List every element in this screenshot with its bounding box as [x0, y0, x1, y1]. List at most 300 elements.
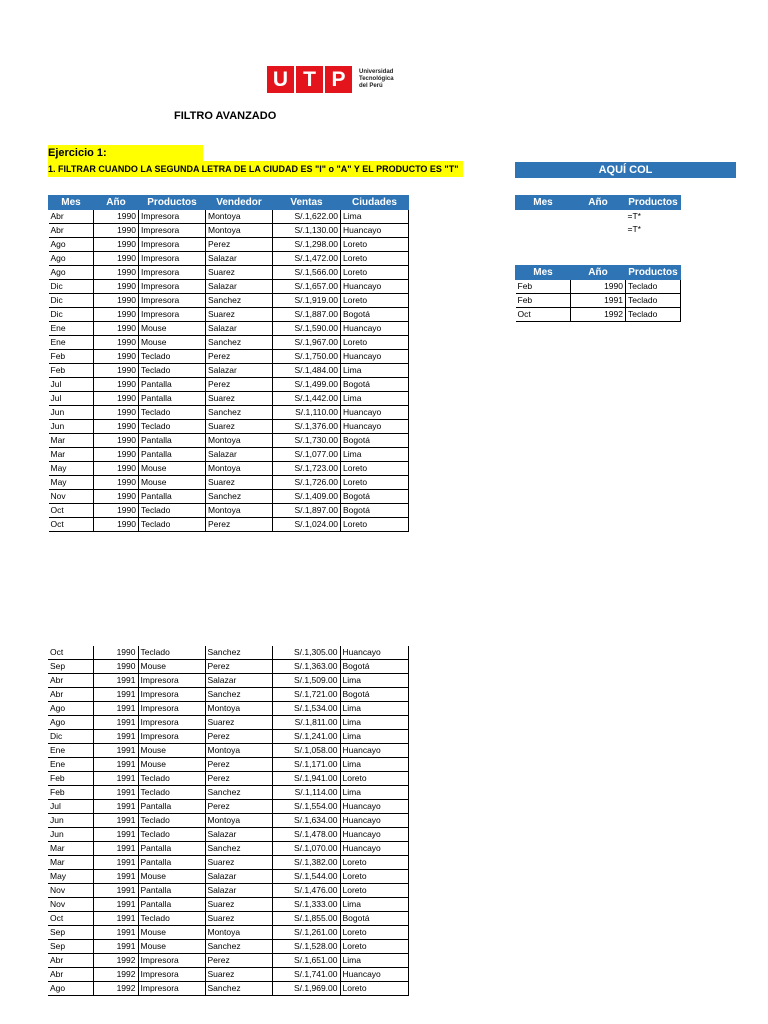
table-cell[interactable]: Bogotá: [341, 308, 409, 322]
table-cell[interactable]: 1990: [94, 476, 139, 490]
table-cell[interactable]: 1991: [93, 926, 138, 940]
table-cell[interactable]: Montoya: [205, 814, 272, 828]
table-cell[interactable]: Feb: [48, 786, 93, 800]
table-cell[interactable]: S/.1,110.00: [273, 406, 341, 420]
table-cell[interactable]: 1992: [93, 982, 138, 996]
table-cell[interactable]: Impresora: [139, 294, 206, 308]
table-cell[interactable]: Salazar: [205, 674, 272, 688]
table-cell[interactable]: S/.1,298.00: [273, 238, 341, 252]
table-cell[interactable]: Nov: [48, 884, 93, 898]
table-cell[interactable]: Pantalla: [139, 448, 206, 462]
table-cell[interactable]: Salazar: [206, 252, 273, 266]
table-cell[interactable]: Perez: [205, 758, 272, 772]
table-cell[interactable]: Loreto: [340, 982, 408, 996]
table-cell[interactable]: Abr: [48, 968, 93, 982]
table-cell[interactable]: S/.1,305.00: [272, 646, 340, 660]
table-cell[interactable]: 1991: [93, 828, 138, 842]
table-cell[interactable]: 1991: [93, 674, 138, 688]
table-cell[interactable]: Jun: [48, 814, 93, 828]
table-cell[interactable]: S/.1,528.00: [272, 940, 340, 954]
table-cell[interactable]: Huancayo: [340, 800, 408, 814]
table-cell[interactable]: Loreto: [340, 940, 408, 954]
table-cell[interactable]: 1991: [93, 786, 138, 800]
column-header[interactable]: Mes: [516, 196, 571, 210]
table-cell[interactable]: Suarez: [206, 266, 273, 280]
table-cell[interactable]: 1991: [93, 758, 138, 772]
table-cell[interactable]: Mar: [48, 856, 93, 870]
table-cell[interactable]: S/.1,442.00: [273, 392, 341, 406]
table-cell[interactable]: Montoya: [206, 504, 273, 518]
column-header[interactable]: Año: [571, 196, 626, 210]
table-cell[interactable]: 1990: [94, 434, 139, 448]
table-cell[interactable]: Bogotá: [340, 660, 408, 674]
table-cell[interactable]: Teclado: [139, 504, 206, 518]
table-cell[interactable]: Suarez: [205, 968, 272, 982]
table-cell[interactable]: Feb: [48, 772, 93, 786]
table-cell[interactable]: 1990: [94, 392, 139, 406]
table-cell[interactable]: Dic: [49, 308, 94, 322]
table-cell[interactable]: S/.1,741.00: [272, 968, 340, 982]
table-cell[interactable]: Jul: [49, 392, 94, 406]
table-cell[interactable]: Perez: [205, 730, 272, 744]
table-cell[interactable]: Sanchez: [205, 688, 272, 702]
table-cell[interactable]: Teclado: [139, 350, 206, 364]
table-cell[interactable]: S/.1,261.00: [272, 926, 340, 940]
table-cell[interactable]: Huancayo: [341, 322, 409, 336]
table-cell[interactable]: 1990: [94, 322, 139, 336]
table-cell[interactable]: Pantalla: [139, 434, 206, 448]
table-cell[interactable]: Impresora: [139, 210, 206, 224]
table-cell[interactable]: 1990: [571, 280, 626, 294]
table-cell[interactable]: Jun: [48, 828, 93, 842]
table-cell[interactable]: Teclado: [138, 646, 205, 660]
table-cell[interactable]: [571, 210, 626, 224]
table-cell[interactable]: S/.1,634.00: [272, 814, 340, 828]
table-cell[interactable]: Impresora: [138, 716, 205, 730]
table-cell[interactable]: 1991: [93, 688, 138, 702]
table-cell[interactable]: Pantalla: [139, 378, 206, 392]
table-cell[interactable]: 1991: [93, 940, 138, 954]
table-cell[interactable]: Pantalla: [139, 392, 206, 406]
table-cell[interactable]: Mouse: [138, 758, 205, 772]
table-cell[interactable]: Perez: [206, 378, 273, 392]
table-cell[interactable]: [571, 223, 626, 236]
table-cell[interactable]: 1991: [93, 856, 138, 870]
table-cell[interactable]: Ago: [48, 702, 93, 716]
column-header[interactable]: Mes: [516, 266, 571, 280]
table-cell[interactable]: 1990: [94, 350, 139, 364]
table-cell[interactable]: Ago: [48, 982, 93, 996]
table-cell[interactable]: S/.1,363.00: [272, 660, 340, 674]
table-cell[interactable]: Huancayo: [340, 646, 408, 660]
table-cell[interactable]: Teclado: [138, 828, 205, 842]
table-cell[interactable]: S/.1,590.00: [273, 322, 341, 336]
table-cell[interactable]: Lima: [340, 674, 408, 688]
table-cell[interactable]: Huancayo: [340, 814, 408, 828]
table-cell[interactable]: Ene: [49, 336, 94, 350]
table-cell[interactable]: 1992: [93, 954, 138, 968]
table-cell[interactable]: Mar: [48, 842, 93, 856]
table-cell[interactable]: S/.1,171.00: [272, 758, 340, 772]
table-cell[interactable]: S/.1,967.00: [273, 336, 341, 350]
table-cell[interactable]: May: [49, 462, 94, 476]
column-header[interactable]: Ventas: [273, 196, 341, 210]
table-cell[interactable]: Jul: [49, 378, 94, 392]
table-cell[interactable]: Oct: [49, 518, 94, 532]
table-cell[interactable]: Mar: [49, 448, 94, 462]
table-cell[interactable]: S/.1,941.00: [272, 772, 340, 786]
table-cell[interactable]: Huancayo: [340, 744, 408, 758]
table-cell[interactable]: S/.1,897.00: [273, 504, 341, 518]
table-cell[interactable]: Mouse: [138, 940, 205, 954]
table-cell[interactable]: Montoya: [205, 702, 272, 716]
table-cell[interactable]: Suarez: [205, 856, 272, 870]
table-cell[interactable]: S/.1,969.00: [272, 982, 340, 996]
table-cell[interactable]: Lima: [341, 364, 409, 378]
column-header[interactable]: Ciudades: [341, 196, 409, 210]
column-header[interactable]: Vendedor: [206, 196, 273, 210]
table-cell[interactable]: S/.1,058.00: [272, 744, 340, 758]
table-cell[interactable]: 1992: [93, 968, 138, 982]
table-cell[interactable]: =T*: [627, 211, 641, 221]
table-cell[interactable]: Huancayo: [341, 280, 409, 294]
table-cell[interactable]: Salazar: [206, 364, 273, 378]
table-cell[interactable]: Suarez: [206, 420, 273, 434]
table-cell[interactable]: S/.1,721.00: [272, 688, 340, 702]
table-cell[interactable]: Mouse: [139, 476, 206, 490]
table-cell[interactable]: Suarez: [205, 716, 272, 730]
table-cell[interactable]: Sep: [48, 926, 93, 940]
table-cell[interactable]: S/.1,534.00: [272, 702, 340, 716]
table-cell[interactable]: Mouse: [138, 744, 205, 758]
table-cell[interactable]: Loreto: [341, 266, 409, 280]
table-cell[interactable]: 1990: [94, 238, 139, 252]
table-cell[interactable]: Loreto: [341, 518, 409, 532]
table-cell[interactable]: Teclado: [138, 786, 205, 800]
table-cell[interactable]: 1990: [94, 280, 139, 294]
table-cell[interactable]: Huancayo: [340, 842, 408, 856]
table-cell[interactable]: Suarez: [206, 308, 273, 322]
table-cell[interactable]: Huancayo: [341, 406, 409, 420]
table-cell[interactable]: 1990: [93, 660, 138, 674]
table-cell[interactable]: 1990: [94, 490, 139, 504]
table-cell[interactable]: Lima: [340, 730, 408, 744]
table-cell[interactable]: 1990: [94, 294, 139, 308]
table-cell[interactable]: Loreto: [341, 462, 409, 476]
table-cell[interactable]: Ago: [49, 238, 94, 252]
table-cell[interactable]: Mouse: [138, 660, 205, 674]
table-cell[interactable]: Sanchez: [205, 646, 272, 660]
table-cell[interactable]: 1991: [93, 744, 138, 758]
table-cell[interactable]: S/.1,811.00: [272, 716, 340, 730]
table-cell[interactable]: Montoya: [206, 224, 273, 238]
table-cell[interactable]: Feb: [49, 350, 94, 364]
table-cell[interactable]: Pantalla: [138, 856, 205, 870]
table-cell[interactable]: S/.1,114.00: [272, 786, 340, 800]
table-cell[interactable]: Loreto: [341, 294, 409, 308]
table-cell[interactable]: Feb: [49, 364, 94, 378]
table-cell[interactable]: Lima: [340, 954, 408, 968]
table-cell[interactable]: S/.1,855.00: [272, 912, 340, 926]
column-header[interactable]: Productos: [626, 266, 681, 280]
table-cell[interactable]: 1990: [94, 364, 139, 378]
table-cell[interactable]: Impresora: [139, 238, 206, 252]
table-cell[interactable]: Impresora: [139, 280, 206, 294]
table-cell[interactable]: [516, 210, 571, 224]
table-cell[interactable]: 1991: [93, 814, 138, 828]
table-cell[interactable]: 1990: [94, 252, 139, 266]
column-header[interactable]: Año: [571, 266, 626, 280]
table-cell[interactable]: Ago: [48, 716, 93, 730]
table-cell[interactable]: S/.1,376.00: [273, 420, 341, 434]
table-cell[interactable]: S/.1,478.00: [272, 828, 340, 842]
column-header[interactable]: Mes: [49, 196, 94, 210]
table-cell[interactable]: S/.1,077.00: [273, 448, 341, 462]
table-cell[interactable]: Perez: [205, 800, 272, 814]
table-cell[interactable]: S/.1,382.00: [272, 856, 340, 870]
table-cell[interactable]: 1990: [94, 266, 139, 280]
table-cell[interactable]: Bogotá: [340, 688, 408, 702]
table-cell[interactable]: Loreto: [340, 884, 408, 898]
table-cell[interactable]: Salazar: [206, 280, 273, 294]
table-cell[interactable]: Huancayo: [341, 350, 409, 364]
table-cell[interactable]: Perez: [206, 518, 273, 532]
table-cell[interactable]: Abr: [49, 224, 94, 238]
table-cell[interactable]: 1991: [93, 884, 138, 898]
table-cell[interactable]: Huancayo: [340, 968, 408, 982]
table-cell[interactable]: Ago: [49, 252, 94, 266]
table-cell[interactable]: Impresora: [138, 674, 205, 688]
table-cell[interactable]: Bogotá: [341, 434, 409, 448]
table-cell[interactable]: Teclado: [626, 308, 681, 322]
table-cell[interactable]: 1991: [93, 702, 138, 716]
table-cell[interactable]: Sanchez: [206, 406, 273, 420]
table-cell[interactable]: 1991: [571, 294, 626, 308]
table-cell[interactable]: Lima: [340, 786, 408, 800]
table-cell[interactable]: Bogotá: [341, 490, 409, 504]
table-cell[interactable]: Oct: [48, 646, 93, 660]
table-cell[interactable]: Impresora: [138, 688, 205, 702]
table-cell[interactable]: Pantalla: [139, 490, 206, 504]
table-cell[interactable]: Lima: [341, 210, 409, 224]
table-cell[interactable]: Oct: [48, 912, 93, 926]
table-cell[interactable]: Pantalla: [138, 898, 205, 912]
table-cell[interactable]: 1990: [94, 448, 139, 462]
table-cell[interactable]: Abr: [48, 954, 93, 968]
table-cell[interactable]: Mouse: [139, 336, 206, 350]
table-cell[interactable]: Loreto: [340, 926, 408, 940]
table-cell[interactable]: Salazar: [206, 322, 273, 336]
table-cell[interactable]: S/.1,750.00: [273, 350, 341, 364]
table-cell[interactable]: Sep: [48, 660, 93, 674]
table-cell[interactable]: Salazar: [205, 828, 272, 842]
table-cell[interactable]: Teclado: [139, 364, 206, 378]
table-cell[interactable]: Suarez: [206, 476, 273, 490]
table-cell[interactable]: Pantalla: [138, 884, 205, 898]
table-cell[interactable]: S/.1,730.00: [273, 434, 341, 448]
table-cell[interactable]: S/.1,070.00: [272, 842, 340, 856]
table-cell[interactable]: Loreto: [340, 856, 408, 870]
table-cell[interactable]: Jun: [49, 420, 94, 434]
table-cell[interactable]: Perez: [205, 772, 272, 786]
table-cell[interactable]: S/.1,509.00: [272, 674, 340, 688]
table-cell[interactable]: S/.1,544.00: [272, 870, 340, 884]
table-cell[interactable]: Sanchez: [205, 842, 272, 856]
table-cell[interactable]: Teclado: [626, 294, 681, 308]
table-cell[interactable]: Impresora: [139, 224, 206, 238]
table-cell[interactable]: Mouse: [138, 870, 205, 884]
table-cell[interactable]: Suarez: [205, 912, 272, 926]
table-cell[interactable]: 1991: [93, 870, 138, 884]
table-cell[interactable]: S/.1,476.00: [272, 884, 340, 898]
table-cell[interactable]: =T*: [627, 224, 641, 234]
table-cell[interactable]: 1990: [94, 518, 139, 532]
table-cell[interactable]: Feb: [516, 294, 571, 308]
table-cell[interactable]: S/.1,472.00: [273, 252, 341, 266]
table-cell[interactable]: Lima: [340, 898, 408, 912]
table-cell[interactable]: Loreto: [341, 336, 409, 350]
table-cell[interactable]: Sanchez: [206, 336, 273, 350]
table-cell[interactable]: S/.1,887.00: [273, 308, 341, 322]
table-cell[interactable]: Perez: [206, 350, 273, 364]
table-cell[interactable]: 1990: [93, 646, 138, 660]
table-cell[interactable]: 1990: [94, 210, 139, 224]
table-cell[interactable]: S/.1,657.00: [273, 280, 341, 294]
table-cell[interactable]: Sanchez: [206, 294, 273, 308]
table-cell[interactable]: Suarez: [205, 898, 272, 912]
table-cell[interactable]: 1990: [94, 336, 139, 350]
column-header[interactable]: Año: [94, 196, 139, 210]
table-cell[interactable]: 1991: [93, 730, 138, 744]
table-cell[interactable]: 1991: [93, 800, 138, 814]
table-cell[interactable]: 1991: [93, 898, 138, 912]
table-cell[interactable]: Mouse: [139, 462, 206, 476]
table-cell[interactable]: Montoya: [206, 210, 273, 224]
table-cell[interactable]: Montoya: [206, 434, 273, 448]
table-cell[interactable]: Teclado: [138, 772, 205, 786]
table-cell[interactable]: Dic: [48, 730, 93, 744]
table-cell[interactable]: Sanchez: [206, 490, 273, 504]
table-cell[interactable]: 1992: [571, 308, 626, 322]
table-cell[interactable]: Dic: [49, 280, 94, 294]
table-cell[interactable]: S/.1,409.00: [273, 490, 341, 504]
table-cell[interactable]: Teclado: [138, 912, 205, 926]
table-cell[interactable]: 1990: [94, 378, 139, 392]
table-cell[interactable]: Impresora: [138, 702, 205, 716]
table-cell[interactable]: Impresora: [138, 730, 205, 744]
table-cell[interactable]: Montoya: [205, 744, 272, 758]
table-cell[interactable]: Jul: [48, 800, 93, 814]
column-header[interactable]: Productos: [139, 196, 206, 210]
table-cell[interactable]: Sanchez: [205, 940, 272, 954]
table-cell[interactable]: 1990: [94, 504, 139, 518]
table-cell[interactable]: S/.1,622.00: [273, 210, 341, 224]
table-cell[interactable]: Huancayo: [340, 828, 408, 842]
table-cell[interactable]: Mouse: [138, 926, 205, 940]
table-cell[interactable]: Feb: [516, 280, 571, 294]
table-cell[interactable]: Ene: [49, 322, 94, 336]
table-cell[interactable]: S/.1,651.00: [272, 954, 340, 968]
table-cell[interactable]: May: [49, 476, 94, 490]
table-cell[interactable]: Bogotá: [340, 912, 408, 926]
table-cell[interactable]: Ene: [48, 758, 93, 772]
table-cell[interactable]: 1991: [93, 842, 138, 856]
table-cell[interactable]: Oct: [516, 308, 571, 322]
table-cell[interactable]: S/.1,130.00: [273, 224, 341, 238]
table-cell[interactable]: Salazar: [205, 884, 272, 898]
table-cell[interactable]: Lima: [341, 392, 409, 406]
table-cell[interactable]: [516, 223, 571, 236]
table-cell[interactable]: Ene: [48, 744, 93, 758]
table-cell[interactable]: Abr: [48, 688, 93, 702]
table-cell[interactable]: Huancayo: [341, 420, 409, 434]
table-cell[interactable]: 1991: [93, 772, 138, 786]
table-cell[interactable]: Bogotá: [341, 504, 409, 518]
table-cell[interactable]: Abr: [48, 674, 93, 688]
table-cell[interactable]: Lima: [341, 448, 409, 462]
table-cell[interactable]: S/.1,726.00: [273, 476, 341, 490]
table-cell[interactable]: Mouse: [139, 322, 206, 336]
table-cell[interactable]: S/.1,499.00: [273, 378, 341, 392]
table-cell[interactable]: Impresora: [139, 252, 206, 266]
table-cell[interactable]: S/.1,723.00: [273, 462, 341, 476]
table-cell[interactable]: 1991: [93, 716, 138, 730]
column-header[interactable]: Productos: [626, 196, 681, 210]
table-cell[interactable]: Nov: [49, 490, 94, 504]
table-cell[interactable]: 1990: [94, 406, 139, 420]
table-cell[interactable]: S/.1,566.00: [273, 266, 341, 280]
table-cell[interactable]: Impresora: [139, 266, 206, 280]
table-cell[interactable]: Salazar: [205, 870, 272, 884]
table-cell[interactable]: Huancayo: [341, 224, 409, 238]
table-cell[interactable]: Teclado: [139, 406, 206, 420]
table-cell[interactable]: S/.1,919.00: [273, 294, 341, 308]
table-cell[interactable]: Loreto: [340, 772, 408, 786]
table-cell[interactable]: May: [48, 870, 93, 884]
table-cell[interactable]: Lima: [340, 716, 408, 730]
table-cell[interactable]: S/.1,241.00: [272, 730, 340, 744]
table-cell[interactable]: 1991: [93, 912, 138, 926]
table-cell[interactable]: Jun: [49, 406, 94, 420]
table-cell[interactable]: Montoya: [205, 926, 272, 940]
table-cell[interactable]: 1990: [94, 462, 139, 476]
table-cell[interactable]: 1990: [94, 224, 139, 238]
table-cell[interactable]: Ago: [49, 266, 94, 280]
table-cell[interactable]: Impresora: [138, 982, 205, 996]
table-cell[interactable]: Mar: [49, 434, 94, 448]
table-cell[interactable]: Impresora: [138, 968, 205, 982]
table-cell[interactable]: Pantalla: [138, 800, 205, 814]
table-cell[interactable]: Perez: [205, 954, 272, 968]
table-cell[interactable]: S/.1,024.00: [273, 518, 341, 532]
table-cell[interactable]: Bogotá: [341, 378, 409, 392]
table-cell[interactable]: Loreto: [341, 252, 409, 266]
table-cell[interactable]: Abr: [49, 210, 94, 224]
table-cell[interactable]: Loreto: [340, 870, 408, 884]
table-cell[interactable]: Perez: [205, 660, 272, 674]
table-cell[interactable]: 1990: [94, 420, 139, 434]
table-cell[interactable]: Sep: [48, 940, 93, 954]
table-cell[interactable]: Teclado: [139, 518, 206, 532]
table-cell[interactable]: Teclado: [139, 420, 206, 434]
table-cell[interactable]: Pantalla: [138, 842, 205, 856]
table-cell[interactable]: Sanchez: [205, 786, 272, 800]
table-cell[interactable]: Lima: [340, 758, 408, 772]
table-cell[interactable]: S/.1,484.00: [273, 364, 341, 378]
table-cell[interactable]: S/.1,554.00: [272, 800, 340, 814]
table-cell[interactable]: Loreto: [341, 238, 409, 252]
table-cell[interactable]: Nov: [48, 898, 93, 912]
